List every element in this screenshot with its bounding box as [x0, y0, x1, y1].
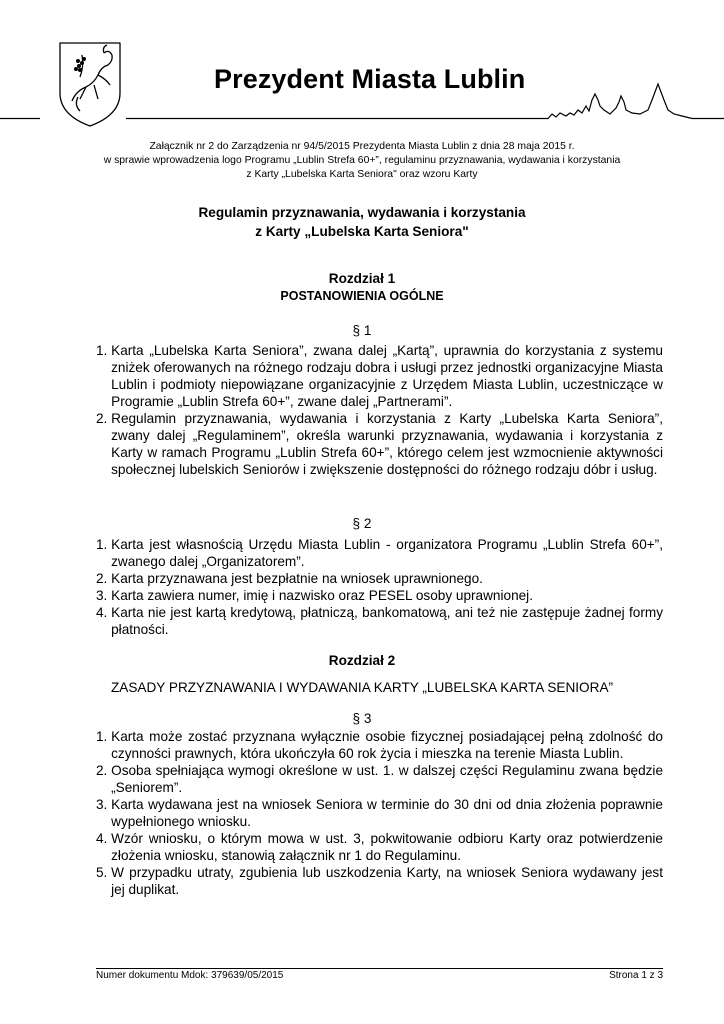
list-item — [96, 536, 663, 570]
item-text: Karta może zostać przyznana wyłącznie osobie fizycznej posiadającej pełną zdolność do czynności prawnych, która ukończyła 60 rok życia i mieszka na terenie Miasta Lublin. — [111, 729, 663, 761]
item-number: 2. — [96, 571, 112, 586]
section-2-list — [96, 536, 663, 638]
item-text: W przypadku utraty, zgubienia lub uszkodzenia Karty, na wniosek Seniora wydawany jest jej duplikat. — [111, 865, 663, 897]
list-item — [96, 587, 663, 604]
list-item — [96, 830, 663, 864]
section-1-symbol: § 1 — [352, 323, 372, 338]
section-1-list — [96, 342, 663, 478]
annex-line: w sprawie wprowadzenia logo Programu „Lublin Strefa 60+”, regulaminu przyznawania, wydawania i korzystania — [103, 155, 621, 166]
regulation-title — [40, 203, 684, 241]
item-number: 1. — [96, 343, 112, 358]
item-text: Wzór wniosku, o którym mowa w ust. 3, pokwitowanie odbioru Karty oraz potwierdzenie złożenia wniosku, stanowią załącznik nr 1 do Regulaminu. — [111, 831, 663, 863]
list-item — [96, 728, 663, 762]
regulation-title-line: z Karty „Lubelska Karta Seniora" — [255, 224, 469, 239]
section-2-symbol: § 2 — [352, 516, 372, 531]
item-number: 2. — [96, 763, 112, 778]
section-3-list — [96, 728, 663, 898]
footer-page-number: Strona 1 z 3 — [609, 970, 663, 981]
footer-divider — [96, 968, 663, 969]
list-item — [96, 762, 663, 796]
item-number: 4. — [96, 831, 112, 846]
annex-line: Załącznik nr 2 do Zarządzenia nr 94/5/2015 Prezydenta Miasta Lublin z dnia 28 maja 2015 r. — [149, 141, 575, 152]
item-text: Osoba spełniająca wymogi określone w ust. 1. w dalszej części Regulaminu zwana będzie „Seniorem”. — [111, 763, 663, 795]
item-text: Karta zawiera numer, imię i nazwisko oraz PESEL osoby uprawnionej. — [111, 588, 533, 603]
footer-document-number: Numer dokumentu Mdok: 379639/05/2015 — [96, 970, 284, 981]
section-3-symbol: § 3 — [352, 711, 372, 726]
regulation-title-line: Regulamin przyznawania, wydawania i korzystania — [198, 205, 526, 220]
item-text: Karta „Lubelska Karta Seniora”, zwana dalej „Kartą”, uprawnia do korzystania z systemu zniżek oferowanych na różnego rodzaju dobra i usługi przez jednostki organizacyjne Miasta Lublin i podmioty niepowiązane organizacyjnie z Urzędem Miasta Lublin, uczestniczące w Programie „Lublin Strefa 60+”, zwane dalej „Partnerami”. — [111, 343, 663, 409]
annex-note — [40, 140, 684, 182]
item-number: 5. — [96, 865, 112, 880]
list-item — [96, 342, 663, 410]
item-text: Regulamin przyznawania, wydawania i korzystania z Karty „Lubelska Karta Seniora”, zwany dalej „Regulaminem”, określa warunki przyznawania, wydawania i korzystania z Karty w ramach Programu „Lublin Strefa 60+”, którego celem jest wzmocnienie aktywności społecznej lubelskich Seniorów i zwiększenie dostępności do różnego rodzaju dóbr i usług. — [111, 411, 663, 477]
item-number: 1. — [96, 537, 112, 552]
list-item — [96, 604, 663, 638]
list-item — [96, 864, 663, 898]
annex-line: z Karty „Lubelska Karta Seniora" oraz wzoru Karty — [246, 169, 478, 180]
item-number: 3. — [96, 588, 112, 603]
chapter-1-heading: Rozdział 1 — [328, 271, 396, 286]
list-item — [96, 570, 663, 587]
item-number: 2. — [96, 411, 112, 426]
item-text: Karta nie jest kartą kredytową, płatniczą, bankomatową, ani też nie zastępuje żadnej formy płatności. — [111, 605, 663, 637]
item-text: Karta jest własnością Urzędu Miasta Lublin - organizatora Programu „Lublin Strefa 60+”, zwanego dalej „Organizatorem”. — [111, 537, 663, 569]
letterhead — [0, 0, 724, 130]
chapter-2-subheading: ZASADY PRZYZNAWANIA I WYDAWANIA KARTY „LUBELSKA KARTA SENIORA” — [110, 680, 614, 695]
page-title: Prezydent Miasta Lublin — [214, 64, 526, 94]
list-item — [96, 796, 663, 830]
chapter-1-subheading: POSTANOWIENIA OGÓLNE — [280, 289, 444, 303]
item-number: 4. — [96, 605, 112, 620]
item-number: 3. — [96, 797, 112, 812]
list-item — [96, 410, 663, 478]
chapter-2-heading: Rozdział 2 — [328, 653, 396, 668]
item-text: Karta wydawana jest na wniosek Seniora w terminie do 30 dni od dnia złożenia poprawnie wypełnionego wniosku. — [111, 797, 663, 829]
item-text: Karta przyznawana jest bezpłatnie na wniosek uprawnionego. — [111, 571, 483, 586]
item-number: 1. — [96, 729, 112, 744]
lublin-coat-of-arms-icon — [58, 41, 122, 128]
